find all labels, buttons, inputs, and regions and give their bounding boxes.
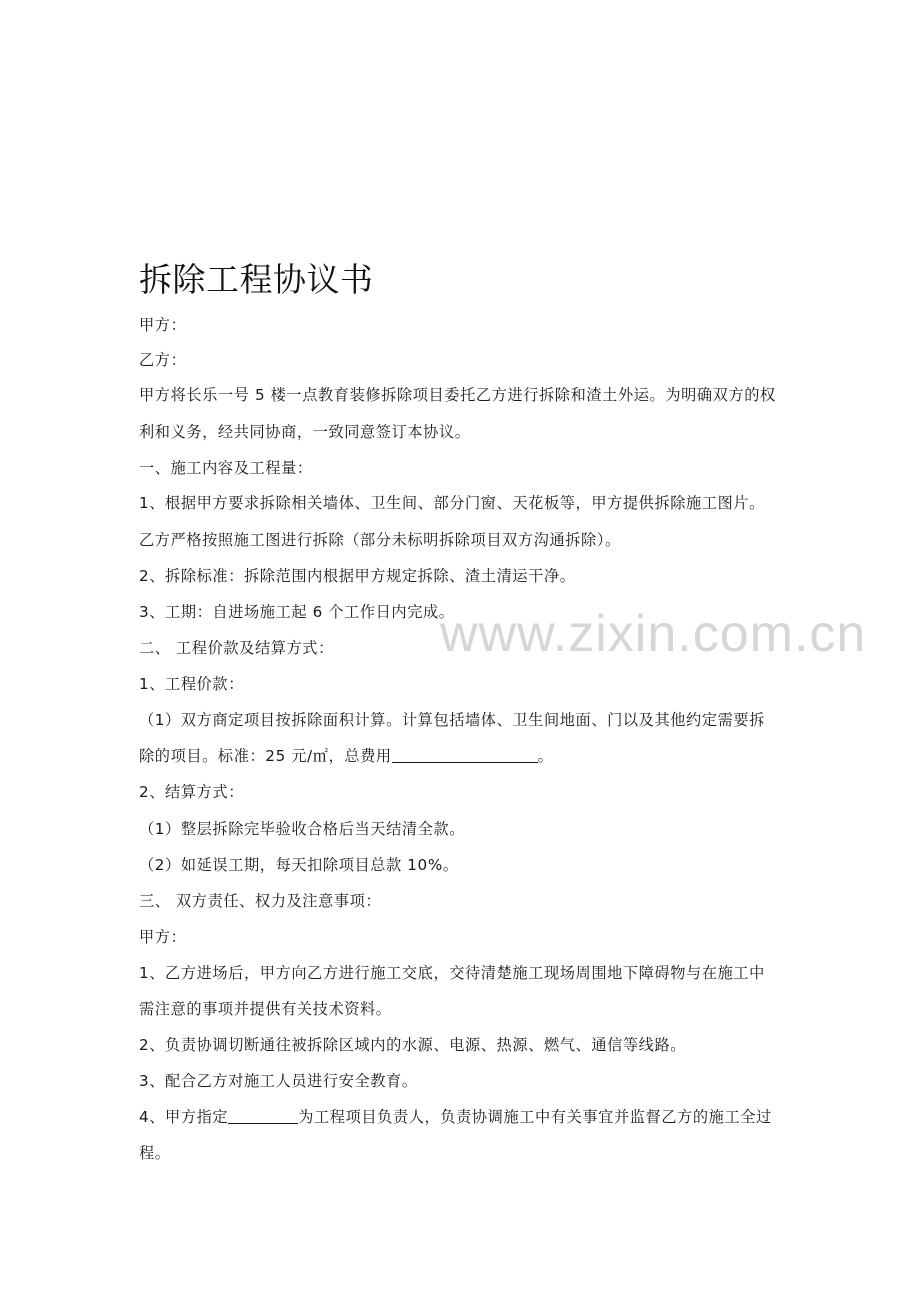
section-2-heading: 二、 工程价款及结算方式： xyxy=(139,639,334,657)
section-1-heading: 一、施工内容及工程量： xyxy=(139,459,313,477)
section-3-item-1-line-2: 需注意的事项并提供有关技术资料。 xyxy=(139,1000,392,1018)
intro-paragraph-line-2: 利和义务，经共同协商，一致同意签订本协议。 xyxy=(139,423,471,441)
section-3-heading: 三、 双方责任、权力及注意事项： xyxy=(139,892,382,910)
section-3-item-1-line-1: 1、乙方进场后，甲方向乙方进行施工交底，交待清楚施工现场周围地下障碍物与在施工中 xyxy=(139,964,765,982)
section-1-item-2: 2、拆除标准：拆除范围内根据甲方规定拆除、渣土清运干净。 xyxy=(139,567,576,585)
watermark: www.zixin.com.cn xyxy=(440,605,867,663)
section-3-party-a-label: 甲方： xyxy=(139,928,187,946)
section-2-item-2: 2、结算方式： xyxy=(139,783,244,801)
party-b-label: 乙方： xyxy=(139,351,187,369)
intro-paragraph-line-1: 甲方将长乐一号 5 楼一点教育装修拆除项目委托乙方进行拆除和渣土外运。为明确双方的权 xyxy=(139,386,776,404)
document-title: 拆除工程协议书 xyxy=(139,260,374,299)
total-fee-blank xyxy=(392,746,538,763)
price-standard-text: 除的项目。标准：25 元/㎡，总费用 xyxy=(139,747,392,765)
section-3-item-4-line-2: 程。 xyxy=(139,1144,171,1162)
designate-text: 4、甲方指定 xyxy=(139,1108,229,1126)
section-3-item-3: 3、配合乙方对施工人员进行安全教育。 xyxy=(139,1072,418,1090)
price-standard-end: 。 xyxy=(537,747,554,765)
section-1-item-1-line-2: 乙方严格按照施工图进行拆除（部分未标明拆除项目双方沟通拆除）。 xyxy=(139,531,621,549)
section-1-item-1-line-1: 1、根据甲方要求拆除相关墙体、卫生间、部分门窗、天花板等，甲方提供拆除施工图片。 xyxy=(139,494,765,512)
section-2-item-2-sub-2: （2）如延误工期，每天扣除项目总款 10%。 xyxy=(139,856,459,874)
project-manager-blank xyxy=(228,1107,298,1124)
designate-text-cont: 为工程项目负责人，负责协调施工中有关事宜并监督乙方的施工全过 xyxy=(298,1108,772,1126)
section-2-item-1: 1、工程价款： xyxy=(139,675,244,693)
party-a-label: 甲方： xyxy=(139,316,187,334)
section-1-item-3: 3、工期：自进场施工起 6 个工作日内完成。 xyxy=(139,603,455,621)
section-2-item-2-sub-1: （1）整层拆除完毕验收合格后当天结清全款。 xyxy=(139,820,466,838)
section-2-item-1-sub-1-line-1: （1）双方商定项目按拆除面积计算。计算包括墙体、卫生间地面、门以及其他约定需要拆 xyxy=(139,711,765,729)
section-3-item-2: 2、负责协调切断通往被拆除区域内的水源、电源、热源、燃气、通信等线路。 xyxy=(139,1036,687,1054)
section-3-item-4-line-1 xyxy=(139,1105,772,1129)
section-2-item-1-sub-1-line-2 xyxy=(139,744,554,768)
